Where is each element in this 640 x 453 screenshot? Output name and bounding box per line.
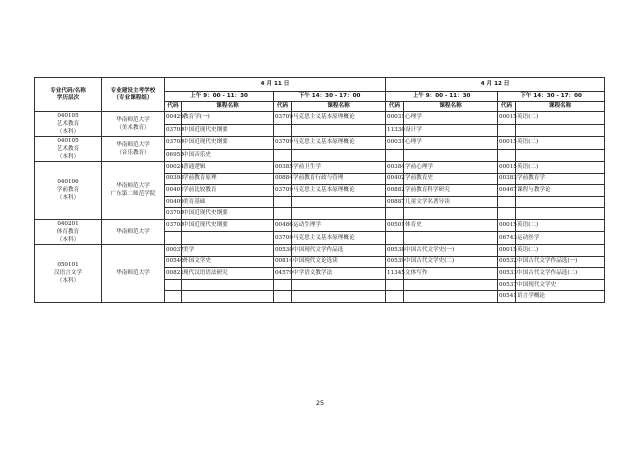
- header-course-name: 课程名称: [182, 102, 274, 112]
- course-code: [274, 124, 292, 137]
- major-line: 艺术教育: [56, 146, 80, 152]
- course-code: 00467: [498, 185, 516, 197]
- course-name: 中学语文教学法: [292, 268, 386, 280]
- course-name: 教育学(一): [182, 112, 274, 125]
- course-code: 00887: [386, 196, 404, 208]
- course-code: 00409: [165, 196, 182, 208]
- course-code: 03708: [165, 219, 182, 232]
- course-code: [498, 149, 516, 162]
- course-name: 学前教育学: [516, 173, 605, 185]
- course-name: 中国现代文学史: [516, 279, 605, 291]
- schedule-table: [34, 77, 605, 303]
- course-name: [292, 124, 386, 137]
- course-code: 03709: [274, 137, 292, 150]
- course-name: [292, 208, 386, 220]
- course-name: 中国现代文论选读: [292, 256, 386, 268]
- course-name: 体育史: [404, 219, 498, 232]
- school-line: 华南师范大学: [116, 270, 150, 277]
- course-code: 03708: [165, 124, 182, 137]
- course-code: [498, 196, 516, 208]
- course-name: [182, 232, 274, 245]
- course-name: 运动生理学: [292, 219, 386, 232]
- course-name: [292, 149, 386, 162]
- course-code: 03709: [274, 232, 292, 245]
- course-code: 00031: [386, 137, 404, 150]
- course-code: 00402: [386, 173, 404, 185]
- table-row: [35, 244, 605, 256]
- header-code: 代码: [386, 102, 404, 112]
- major-cell: [35, 244, 102, 302]
- major-line: 体育教育: [56, 228, 80, 235]
- page-number: 25: [315, 399, 325, 407]
- course-name: 中国近现代史纲要: [182, 124, 274, 137]
- course-name: 美学: [182, 244, 274, 256]
- course-name: [182, 291, 274, 303]
- school-cell: [102, 219, 165, 244]
- course-code: 00383: [498, 173, 516, 185]
- major-cell: [35, 219, 102, 244]
- course-code: 00031: [386, 112, 404, 125]
- course-name: [292, 196, 386, 208]
- course-name: 中国古代文学史(一): [404, 244, 498, 256]
- header-code: 代码: [165, 102, 182, 112]
- major-cell: [35, 162, 102, 220]
- course-name: 中国古代文学史(二): [404, 256, 498, 268]
- course-name: 英语(二): [516, 244, 605, 256]
- school-line: （美术教育）: [116, 125, 150, 131]
- course-code: 00537: [498, 279, 516, 291]
- course-name: 英语(二): [516, 162, 605, 174]
- course-code: 11345: [386, 268, 404, 280]
- course-code: 00398: [165, 173, 182, 185]
- course-name: 学前教育原理: [182, 173, 274, 185]
- table-row: [35, 162, 605, 174]
- course-name: 语言学概论: [516, 291, 605, 303]
- course-code: 00533: [498, 268, 516, 280]
- course-name: [404, 232, 498, 245]
- course-code: 00384: [386, 162, 404, 174]
- course-code: 00385: [274, 162, 292, 174]
- course-name: 儿童文学名著导读: [404, 196, 498, 208]
- major-line: 050101: [57, 262, 79, 269]
- course-code: 00015: [498, 162, 516, 174]
- course-name: 中国古代文学作品选(一): [516, 256, 605, 268]
- course-name: 运动医学: [516, 232, 605, 245]
- school-cell: [102, 137, 165, 162]
- major-line: （本科）: [56, 129, 80, 135]
- course-name: 学前教育史: [404, 173, 498, 185]
- major-line: 040105: [57, 138, 79, 144]
- course-code: [386, 208, 404, 220]
- course-code: [498, 124, 516, 137]
- course-name: [516, 196, 605, 208]
- school-line: 华南师范大学: [116, 228, 150, 235]
- course-name: 学前教育行政与管理: [292, 173, 386, 185]
- course-code: 00501: [386, 219, 404, 232]
- header-school: 专业建设主考学校 （专业课程组）: [102, 78, 165, 112]
- major-line: 040105: [57, 113, 79, 119]
- course-name: [516, 149, 605, 162]
- major-line: （本科）: [56, 195, 80, 202]
- course-code: 00015: [498, 219, 516, 232]
- course-name: 学前教育科学研究: [404, 185, 498, 197]
- course-name: [404, 149, 498, 162]
- major-line: 040201: [57, 220, 79, 227]
- header-course-name: 课程名称: [292, 102, 386, 112]
- course-code: 00540: [165, 256, 182, 268]
- school-line: 华南师范大学: [116, 183, 150, 190]
- course-code: 00538: [386, 244, 404, 256]
- major-line: （本科）: [56, 236, 80, 243]
- course-name: [516, 208, 605, 220]
- course-name: [404, 291, 498, 303]
- header-course-name: 课程名称: [516, 102, 605, 112]
- course-code: [386, 232, 404, 245]
- course-code: 00401: [165, 185, 182, 197]
- course-code: 00882: [386, 185, 404, 197]
- course-name: [516, 124, 605, 137]
- course-name: [182, 279, 274, 291]
- course-code: 00532: [498, 256, 516, 268]
- course-code: [386, 279, 404, 291]
- course-code: 06955: [165, 149, 182, 162]
- major-line: （本科）: [56, 154, 80, 160]
- course-name: [292, 279, 386, 291]
- course-name: [404, 208, 498, 220]
- course-name: 马克思主义基本原理概论: [292, 112, 386, 125]
- major-cell: [35, 112, 102, 137]
- course-code: 00884: [274, 173, 292, 185]
- course-code: 00541: [498, 291, 516, 303]
- course-code: [274, 291, 292, 303]
- course-code: 00015: [498, 112, 516, 125]
- course-code: [274, 196, 292, 208]
- header-day1-morning: 上午 9：00 - 11：30: [165, 92, 274, 102]
- course-code: 00015: [498, 244, 516, 256]
- course-name: 英语(二): [516, 112, 605, 125]
- course-code: 00037: [165, 244, 182, 256]
- course-code: 11330: [386, 124, 404, 137]
- header-day2-morning: 上午 9：00 - 11：30: [386, 92, 498, 102]
- course-code: [274, 149, 292, 162]
- school-cell: [102, 244, 165, 302]
- course-code: 00429: [165, 112, 182, 125]
- course-code: 03709: [274, 112, 292, 125]
- course-name: 现代汉语语法研究: [182, 268, 274, 280]
- school-cell: [102, 162, 165, 220]
- course-code: 03708: [165, 137, 182, 150]
- course-name: 马克思主义基本原理概论: [292, 137, 386, 150]
- course-name: 文体写作: [404, 268, 498, 280]
- course-code: 06743: [498, 232, 516, 245]
- course-name: 马克思主义基本原理概论: [292, 185, 386, 197]
- course-code: 00486: [274, 219, 292, 232]
- header-code: 代码: [274, 102, 292, 112]
- major-cell: [35, 137, 102, 162]
- course-name: 马克思主义基本原理概论: [292, 232, 386, 245]
- course-code: 04579: [274, 268, 292, 280]
- course-code: 00015: [498, 137, 516, 150]
- header-day1-afternoon: 下午 14：30 - 17：00: [274, 92, 386, 102]
- course-name: 中国近现代史纲要: [182, 219, 274, 232]
- course-code: [165, 291, 182, 303]
- header-code: 代码: [498, 102, 516, 112]
- school-line: 华南师范大学: [116, 142, 150, 148]
- header-day1: 4 月 11 日: [165, 78, 386, 92]
- major-line: 艺术教育: [56, 121, 80, 127]
- course-code: [274, 208, 292, 220]
- course-name: 学前比较教育: [182, 185, 274, 197]
- course-name: [292, 291, 386, 303]
- school-line: 华南师范大学: [116, 117, 150, 123]
- course-code: 00814: [274, 256, 292, 268]
- course-name: 英语(二): [516, 219, 605, 232]
- course-name: 中国音乐史: [182, 149, 274, 162]
- header-major: 专业代码/名称 学历层次: [35, 78, 102, 112]
- course-name: 学前心理学: [404, 162, 498, 174]
- school-line: 广东第二师范学院: [110, 191, 156, 198]
- course-code: [498, 208, 516, 220]
- course-name: 中国现代文学作品选: [292, 244, 386, 256]
- course-name: 中国古代文学作品选(二): [516, 268, 605, 280]
- table-row: [35, 137, 605, 150]
- course-code: [165, 279, 182, 291]
- course-code: 00530: [274, 244, 292, 256]
- course-name: 外国文学史: [182, 256, 274, 268]
- exam-schedule: [34, 77, 604, 303]
- course-name: 心理学: [404, 137, 498, 150]
- course-code: [386, 291, 404, 303]
- course-code: 00539: [386, 256, 404, 268]
- major-line: 学前教育: [56, 187, 80, 194]
- course-code: 03708: [165, 208, 182, 220]
- school-line: （音乐教育）: [116, 150, 150, 156]
- major-line: 040106: [57, 179, 79, 186]
- school-cell: [102, 112, 165, 137]
- course-code: [274, 279, 292, 291]
- course-name: 中国近现代史纲要: [182, 208, 274, 220]
- course-name: 学前卫生学: [292, 162, 386, 174]
- course-name: 美育基础: [182, 196, 274, 208]
- table-row: [35, 112, 605, 125]
- course-code: [165, 232, 182, 245]
- table-row: [35, 219, 605, 232]
- course-name: 设计学: [404, 124, 498, 137]
- header-course-name: 课程名称: [404, 102, 498, 112]
- course-code: [386, 149, 404, 162]
- course-name: 心理学: [404, 112, 498, 125]
- major-line: （本科）: [56, 278, 80, 285]
- header-day2-afternoon: 下午 14：30 - 17：00: [498, 92, 605, 102]
- course-name: 普通逻辑: [182, 162, 274, 174]
- course-name: 课程与教学论: [516, 185, 605, 197]
- major-line: 汉语言文学: [54, 270, 82, 277]
- course-name: 英语(二): [516, 137, 605, 150]
- course-name: 中国近现代史纲要: [182, 137, 274, 150]
- course-code: 03709: [274, 185, 292, 197]
- course-code: 00821: [165, 268, 182, 280]
- header-day2: 4 月 12 日: [386, 78, 605, 92]
- course-code: 00024: [165, 162, 182, 174]
- course-name: [404, 279, 498, 291]
